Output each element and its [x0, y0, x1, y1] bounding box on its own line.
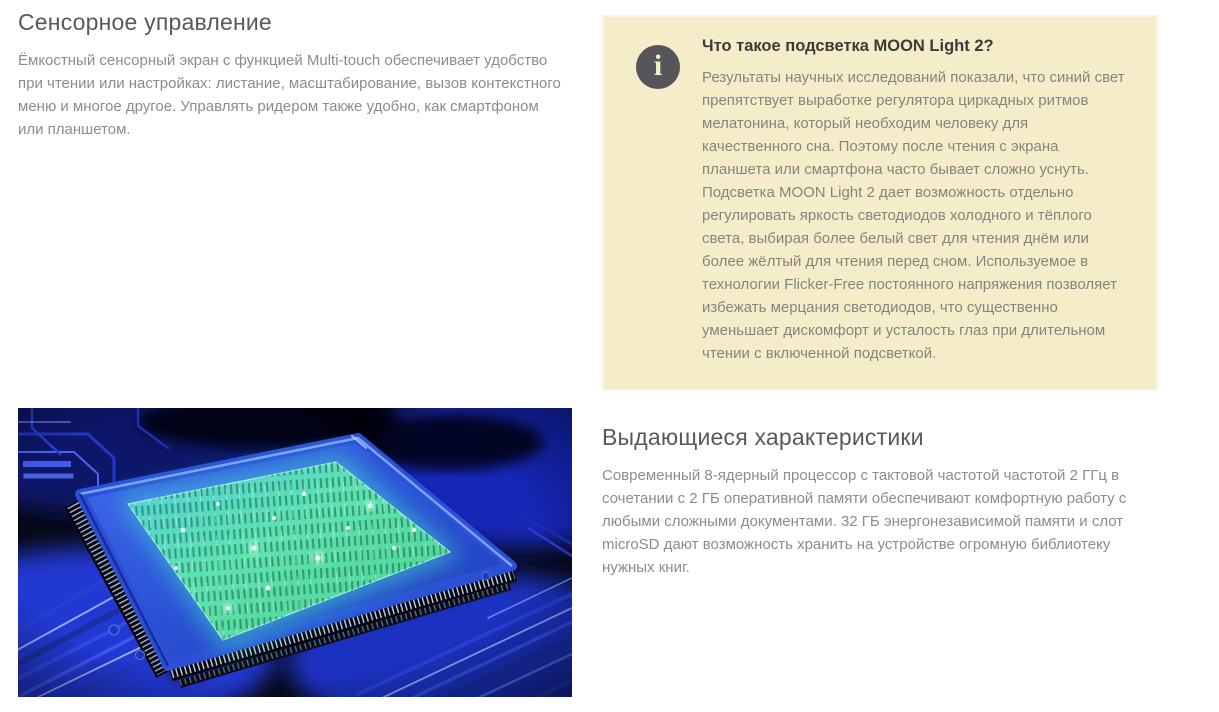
info-box-title: Что такое подсветка MOON Light 2? [702, 37, 994, 55]
info-box-moon-light [602, 15, 1158, 391]
circuit-board-illustration [18, 408, 572, 697]
section-touch-control [18, 9, 561, 141]
section-specs [602, 424, 1164, 579]
touch-section-body: Ёмкостный сенсорный экран с функцией Multi-touch обеспечивает удобство при чтении или настройках: листание, масштабирование, вызов контекстного меню и многое другое. Управлять ридером также удобно, как смартфоном или планшетом. [18, 52, 561, 138]
processor-image [18, 408, 572, 697]
specs-section-body: Современный 8-ядерный процессор с тактовой частотой частотой 2 ГГц в сочетании с 2 ГБ оперативной памяти обеспечивают комфортную работу с любыми сложными документами. 32 ГБ энергонезависимой памяти и слот microSD дают возможность хранить на устройстве огромную библиотеку нужных книг. [602, 467, 1127, 576]
specs-section-title: Выдающиеся характеристики [602, 424, 924, 450]
info-icon-glyph: i [653, 49, 663, 82]
touch-section-title: Сенсорное управление [18, 9, 272, 35]
info-icon [636, 45, 680, 89]
info-box-content [702, 37, 1126, 365]
info-box-body: Результаты научных исследований показали, что синий свет препятствует выработке регулятора циркадных ритмов мелатонина, который необходим человеку для качественного сна. Поэтому после чтения с экрана планшета или смартфона часто бывает сложно уснуть. Подсветка MOON Light 2 дает возможность отдельно регулировать яркость светодиодов холодного и тёплого света, выбирая более белый свет для чтения днём или более жёлтый для чтения перед сном. Используемое в технологии Flicker-Free постоянного напряжения позволяет избежать мерцания светодиодов, что существенно уменьшает дискомфорт и усталость глаз при длительном чтении с включенной подсветкой. [702, 69, 1125, 362]
